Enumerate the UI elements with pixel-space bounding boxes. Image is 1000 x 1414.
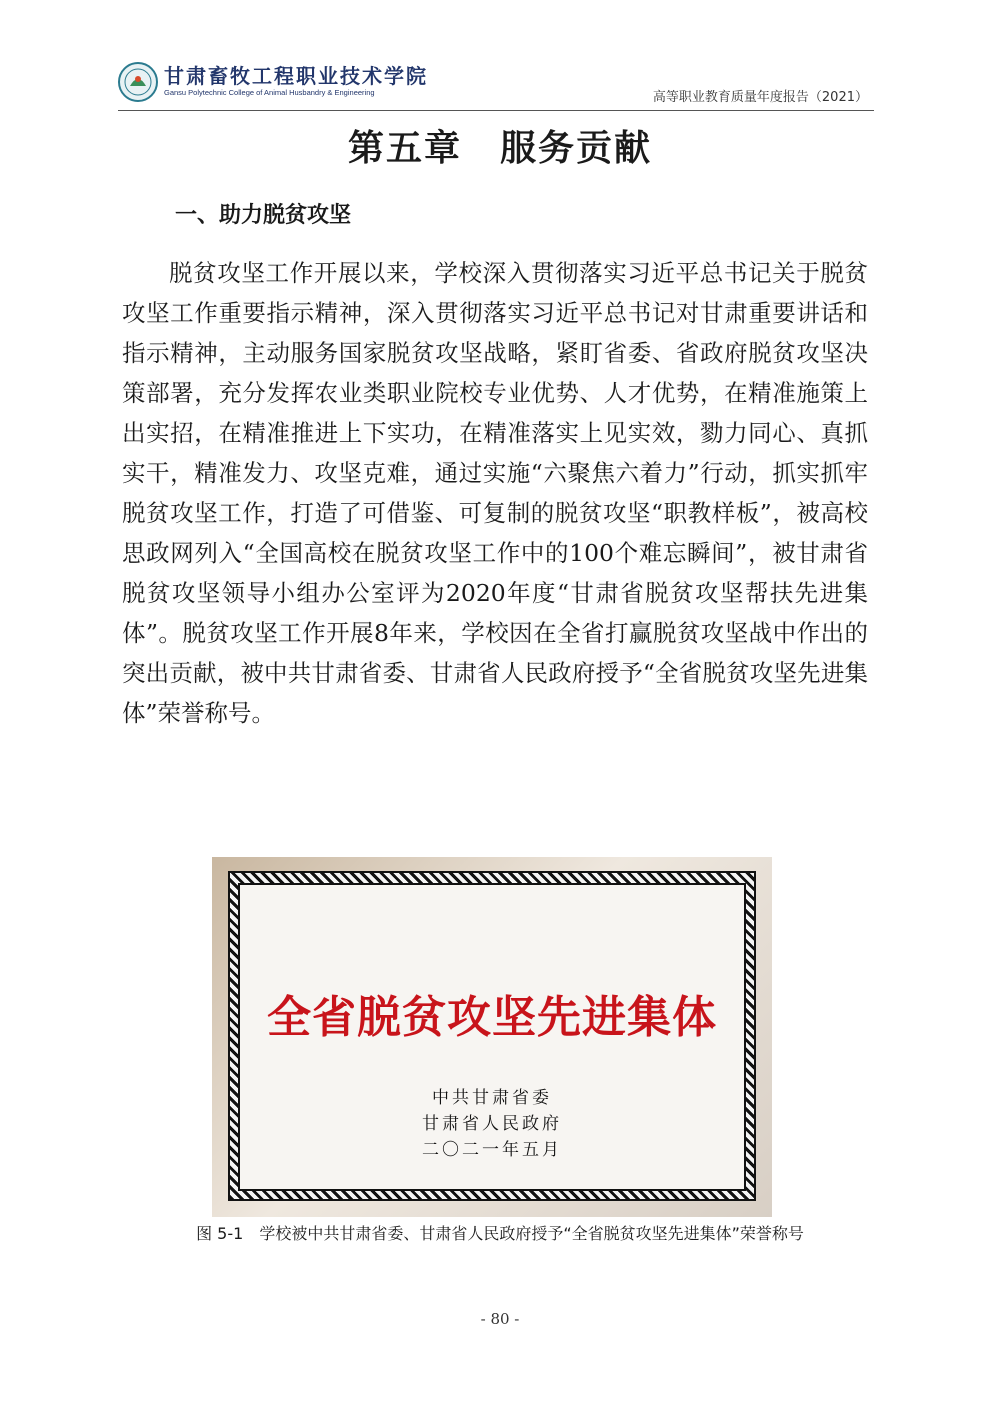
plaque-date: 二〇二一年五月 — [422, 1140, 562, 1160]
plaque-issuer-1: 中共甘肃省委 — [432, 1088, 552, 1108]
figure-caption: 图 5-1 学校被中共甘肃省委、甘肃省人民政府授予“全省脱贫攻坚先进集体”荣誉称号 — [196, 1224, 804, 1243]
college-name-en: Gansu Polytechnic College of Animal Husbandry & Engineering — [164, 88, 375, 97]
header-divider — [118, 110, 874, 111]
college-name-cn: 甘肃畜牧工程职业技术学院 — [164, 64, 428, 88]
page-header — [118, 58, 874, 110]
report-title: 高等职业教育质量年度报告（2021） — [652, 90, 868, 105]
plaque-face — [238, 883, 746, 1191]
college-logo-icon — [118, 62, 158, 102]
plaque-issuer-2: 甘肃省人民政府 — [422, 1114, 562, 1134]
chapter-title: 第五章 服务贡献 — [347, 127, 652, 169]
honor-plaque-photo — [212, 857, 772, 1217]
plaque-title: 全省脱贫攻坚先进集体 — [267, 992, 717, 1043]
page-number: - 80 - — [480, 1310, 520, 1328]
body-paragraph: 脱贫攻坚工作开展以来，学校深入贯彻落实习近平总书记关于脱贫攻坚工作重要指示精神，深入贯彻落实习近平总书记对甘肃重要讲话和指示精神，主动服务国家脱贫攻坚战略，紧盯省委、省政府脱贫攻坚决策部署，充分发挥农业类职业院校专业优势、人才优势，在精准施策上出实招，在精准推进上下实功，在精准落实上见实效，勠力同心、真抓实干，精准发力、攻坚克难，通过实施“六聚焦六着力”行动，抓实抓牢脱贫攻坚工作，打造了可借鉴、可复制的脱贫攻坚“职教样板”，被高校思政网列入“全国高校在脱贫攻坚工作中的100个难忘瞬间”，被甘肃省脱贫攻坚领导小组办公室评为2020年度“甘肃省脱贫攻坚帮扶先进集体”。脱贫攻坚工作开展8年来，学校因在全省打赢脱贫攻坚战中作出的突出贡献，被中共甘肃省委、甘肃省人民政府授予“全省脱贫攻坚先进集体”荣誉称号。 — [122, 259, 868, 727]
section-heading: 一、助力脱贫攻坚 — [175, 203, 352, 228]
